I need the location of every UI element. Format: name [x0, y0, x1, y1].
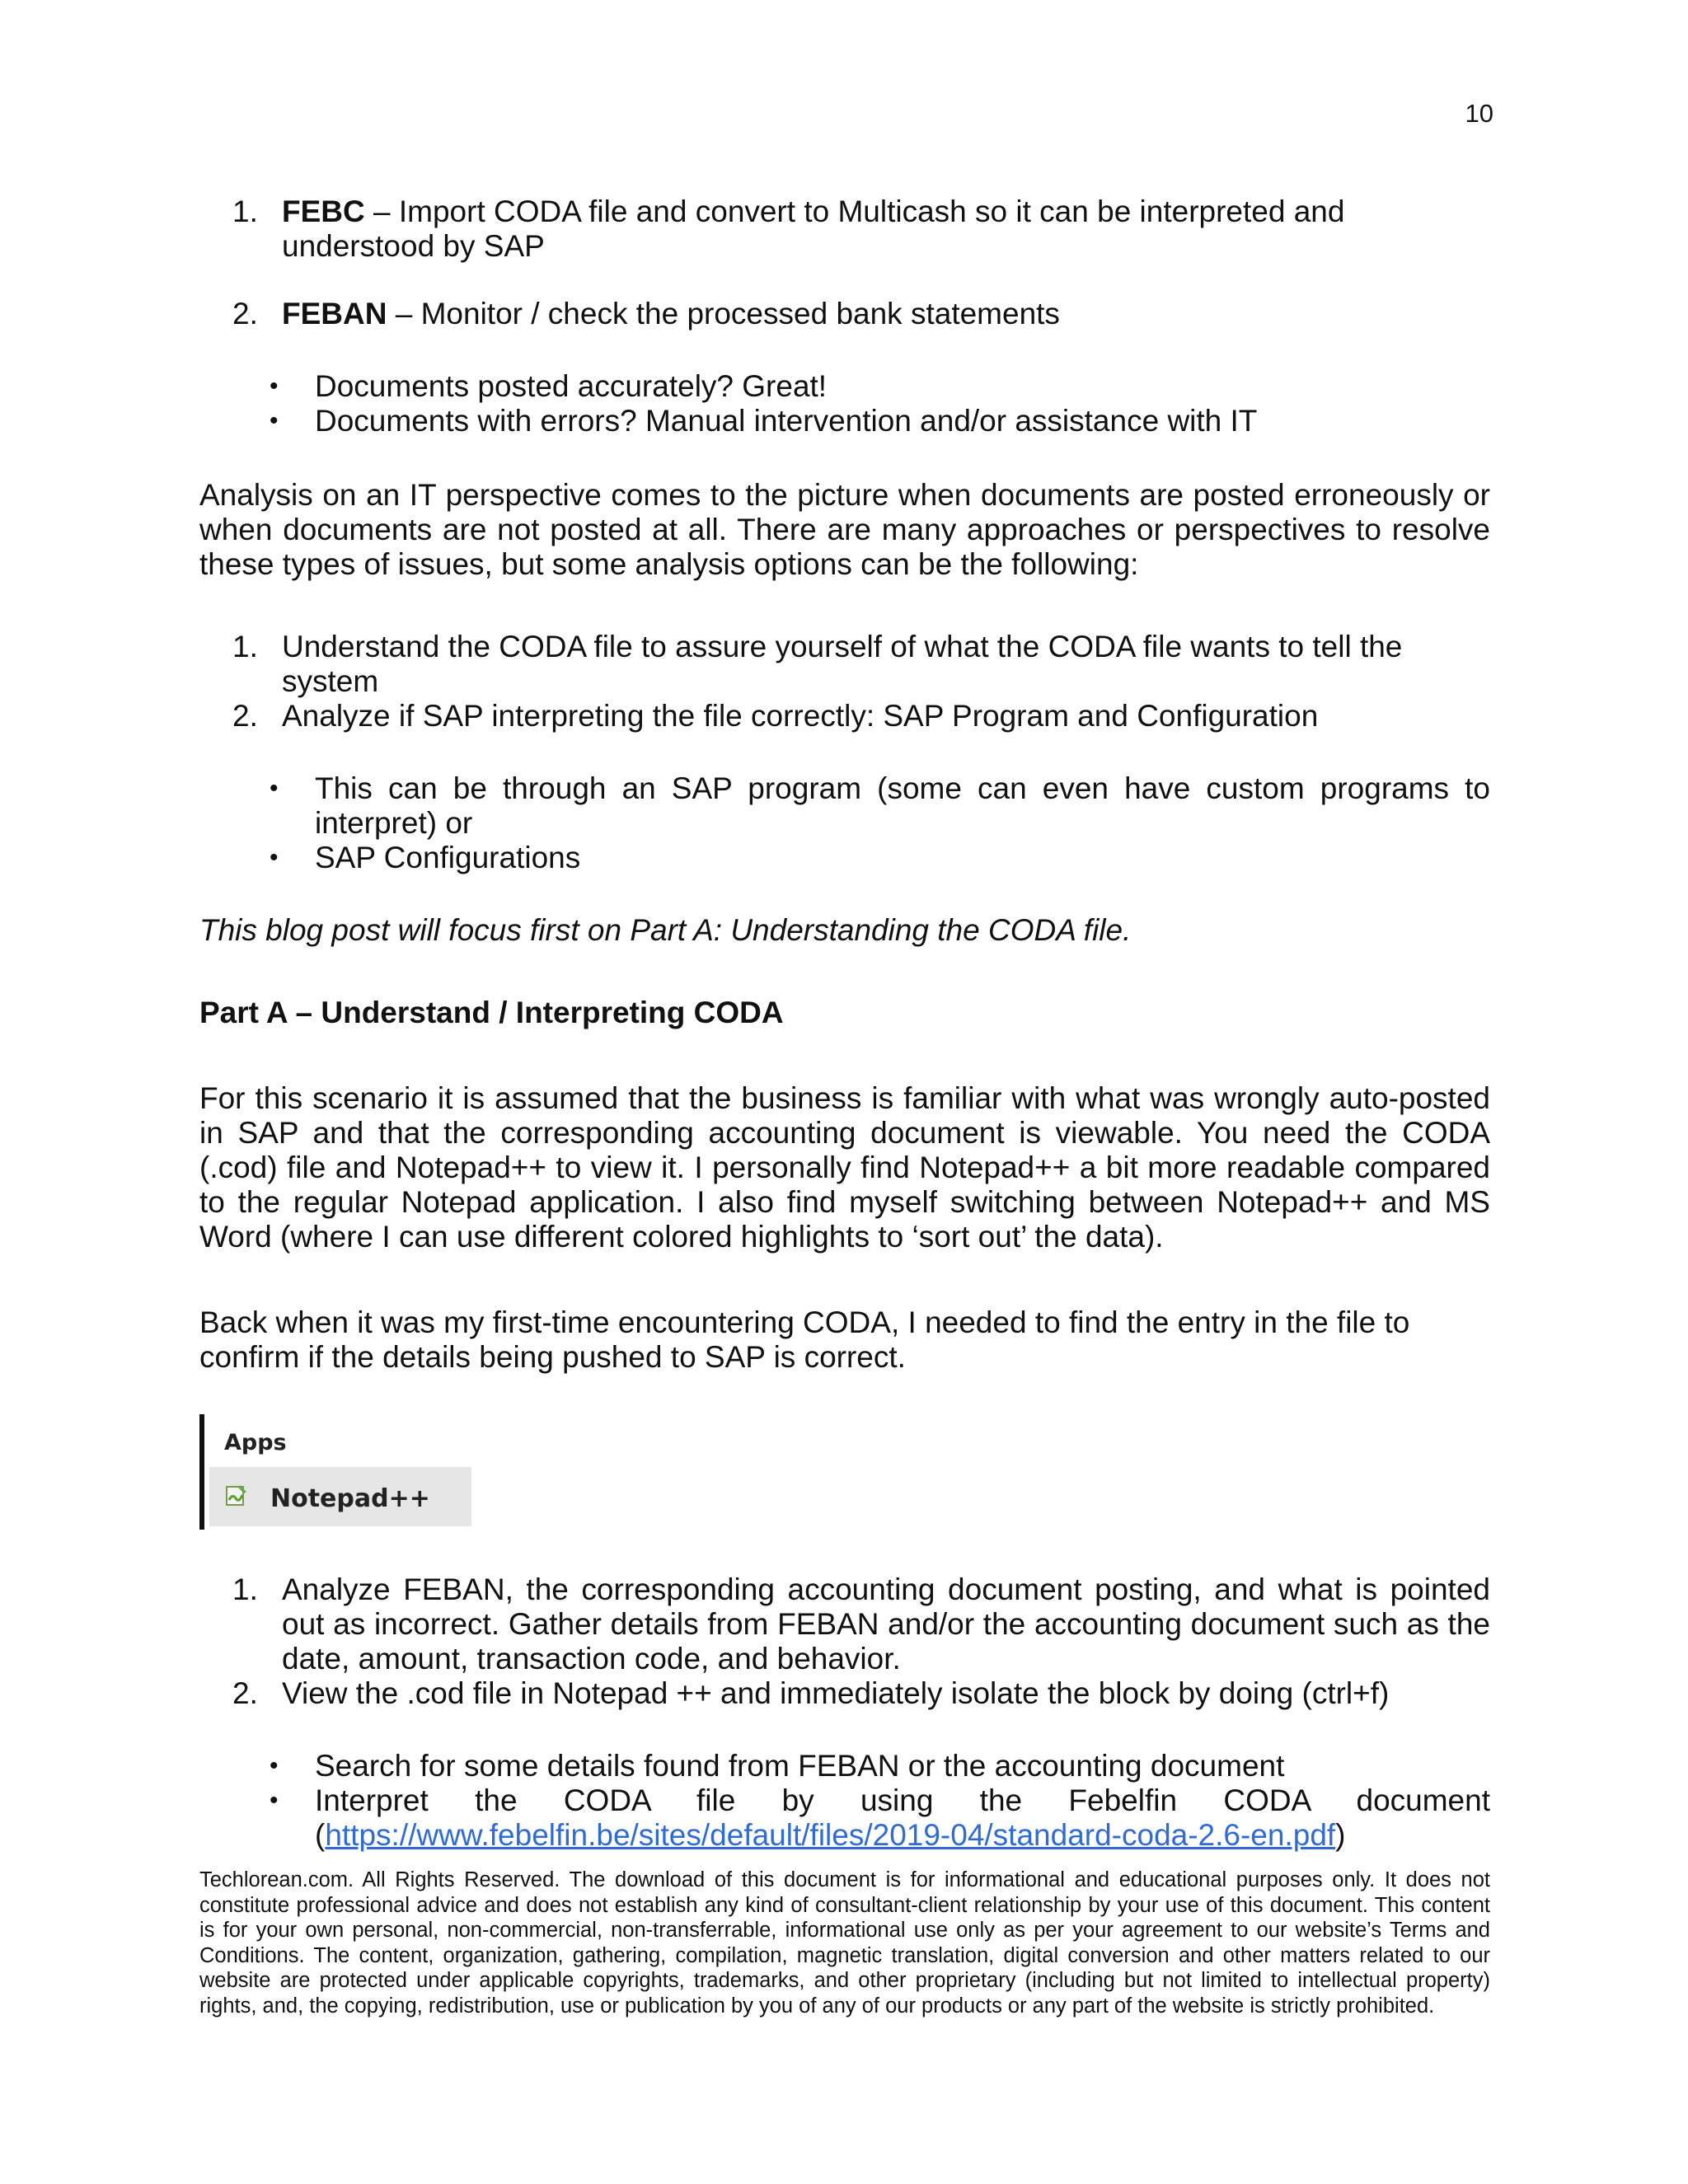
list-item: [199, 771, 1490, 841]
list-number: 2.: [232, 699, 258, 733]
term-febc: FEBC: [282, 194, 365, 228]
list-item-text: Analyze if SAP interpreting the file correctly: SAP Program and Configuration: [282, 699, 1319, 733]
list-item: [199, 1676, 1490, 1711]
list-item: [199, 369, 1490, 404]
term-feban: FEBAN: [282, 297, 387, 330]
list-number: 1.: [232, 194, 258, 228]
section-heading: Part A – Understand / Interpreting CODA: [199, 996, 784, 1029]
list-item: [199, 841, 1490, 875]
apps-item-notepad-plus-plus[interactable]: [209, 1467, 471, 1526]
paragraph-analysis: Analysis on an IT perspective comes to the picture when documents are posted erroneously or when documents are not posted at all. There are many approaches or perspectives to resolve these types of issues, but some analysis options can be the following:: [199, 478, 1490, 581]
paragraph-back: Back when it was my first-time encountering CODA, I needed to find the entry in the file to confirm if the details being pushed to SAP is correct.: [199, 1305, 1410, 1374]
page-number: 10: [1465, 99, 1493, 128]
notepad-plus-plus-icon: [226, 1483, 247, 1507]
apps-item-label: Notepad++: [270, 1484, 430, 1513]
bullet-icon: •: [270, 1752, 279, 1779]
list-item: [199, 404, 1490, 438]
steps-top-list: [199, 194, 1490, 331]
list-item-text: Understand the CODA file to assure yourself of what the CODA file wants to tell the system: [282, 630, 1403, 698]
list-number: 2.: [232, 297, 258, 330]
list-number: 1.: [232, 1572, 258, 1606]
list-item-text: View the .cod file in Notepad ++ and immediately isolate the block by doing (ctrl+f): [282, 1676, 1390, 1710]
list-item-text: This can be through an SAP program (some can even have custom programs to interpret) or: [315, 771, 1490, 840]
list-item: [199, 1749, 1490, 1783]
bullets-top-list: [199, 369, 1490, 438]
list-item-text: – Monitor / check the processed bank statements: [387, 297, 1060, 330]
italic-note: This blog post will focus first on Part A: Understanding the CODA file.: [199, 913, 1132, 947]
febelfin-coda-link[interactable]: https://www.febelfin.be/sites/default/files/2019-04/standard-coda-2.6-en.pdf: [325, 1818, 1336, 1852]
bullet-icon: •: [270, 844, 279, 871]
steps-bottom-list: [199, 1572, 1490, 1711]
list-item-text: – Import CODA file and convert to Multicash so it can be interpreted and understood by SAP: [282, 194, 1345, 263]
document-body: [199, 194, 1490, 1853]
list-item-text: Documents posted accurately? Great!: [315, 369, 828, 403]
bullets-bottom-list: [199, 1749, 1490, 1853]
list-item: [199, 630, 1490, 699]
list-number: 1.: [232, 630, 258, 663]
list-item-text: Documents with errors? Manual intervention and/or assistance with IT: [315, 404, 1258, 438]
list-item: [199, 1783, 1490, 1853]
list-item-text-suffix: ): [1335, 1818, 1346, 1852]
apps-screenshot-panel: [199, 1414, 476, 1530]
paragraph-scenario: For this scenario it is assumed that the business is familiar with what was wrongly auto-posted in SAP and that the corresponding accounting document is viewable. You need the CODA (.cod) file and Notepad++ to view it. I personally find Notepad++ a bit more readable compared to the regular Notepad application. I also find myself switching between Notepad++ and MS Word (where I can use different colored highlights to ‘sort out’ the data).: [199, 1081, 1490, 1254]
bullets-analysis-list: [199, 771, 1490, 875]
list-item-text: SAP Configurations: [315, 841, 581, 874]
footer-disclaimer: Techlorean.com. All Rights Reserved. The download of this document is for informational and educational purposes only. It does not constitute professional advice and does not establish any kind of consultant-client relationship by your use of this document. This content is for your own personal, non-commercial, non-transferrable, informational use only as per your agreement to our website’s Terms and Conditions. The content, organization, gathering, compilation, magnetic translation, digital conversion and other matters related to our website are protected under applicable copyrights, trademarks, and other proprietary (including but not limited to intellectual property) rights, and, the copying, redistribution, use or publication by you of any of our products or any part of the website is strictly prohibited.: [199, 1868, 1490, 2018]
bullet-icon: •: [270, 407, 279, 434]
bullet-icon: •: [270, 775, 279, 802]
list-item-text: Interpret the CODA file by using the Febelfin CODA document (: [315, 1783, 1490, 1852]
steps-analysis-list: [199, 630, 1490, 733]
list-item: [199, 297, 1490, 331]
list-item-text: Search for some details found from FEBAN or the accounting document: [315, 1749, 1285, 1783]
list-number: 2.: [232, 1676, 258, 1710]
list-item: [199, 194, 1490, 264]
list-item-text: Analyze FEBAN, the corresponding accounting document posting, and what is pointed out as incorrect. Gather details from FEBAN and/or the accounting document such as the date, amount, transaction code, and behavior.: [282, 1572, 1490, 1675]
list-item: [199, 1572, 1490, 1676]
bullet-icon: •: [270, 1787, 279, 1814]
apps-label: Apps: [224, 1430, 287, 1455]
list-item: [199, 699, 1490, 733]
bullet-icon: •: [270, 373, 279, 400]
